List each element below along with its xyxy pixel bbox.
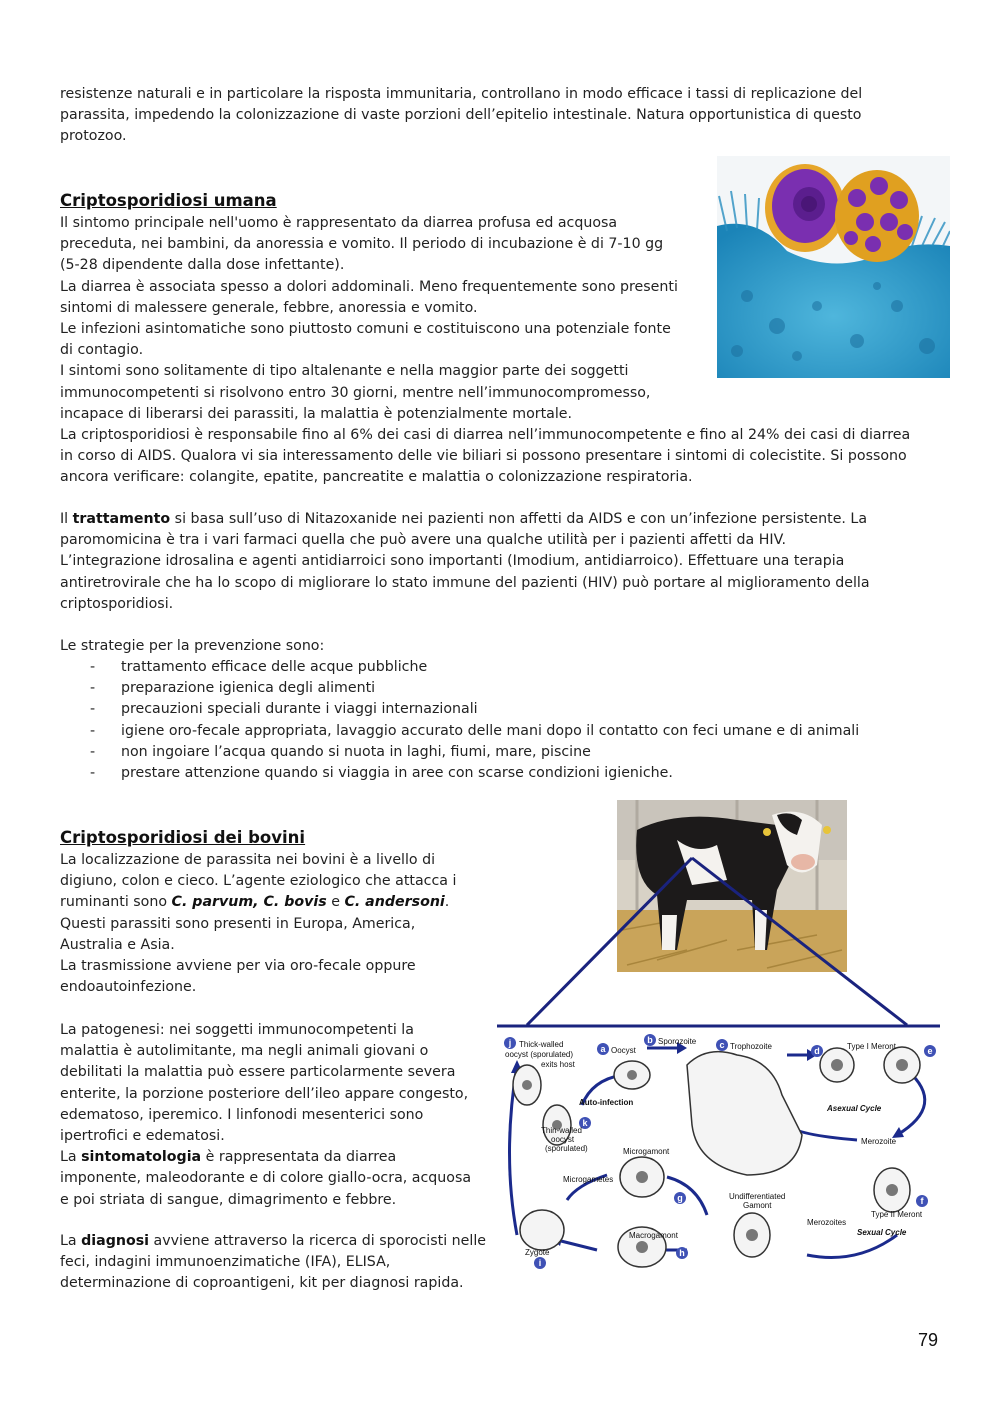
text-line: ruminanti sono C. parvum, C. bovis e C. andersoni. <box>60 894 450 911</box>
triangle-right-edge <box>692 858 907 1025</box>
text-line: La trasmissione avviene per via oro-fecale oppure <box>60 958 416 975</box>
text-line: determinazione di coproantigeni, kit per diagnosi rapida. <box>60 1275 464 1292</box>
text-line: La criptosporidiosi è responsabile fino al 6% dei casi di diarrea nell’immunocompetente e fino al 24% dei casi di diarrea <box>60 427 911 443</box>
cryptosporidium-micrograph <box>717 156 950 378</box>
text-line: criptosporidiosi. <box>60 595 174 612</box>
label-merozoite: Merozoite <box>861 1137 897 1146</box>
svg-text:e: e <box>927 1046 933 1056</box>
svg-text:f: f <box>920 1196 924 1206</box>
label-type2-meront: Type II Meront <box>871 1210 923 1219</box>
text-line: sintomi di malessere generale, febbre, anoressia e vomito. <box>60 299 478 316</box>
species-name: C. parvum, C. bovis <box>171 894 327 911</box>
label-thick-walled: Thick-walled <box>519 1040 564 1049</box>
text-line: preceduta, nei bambini, da anoressia e vomito. Il periodo di incubazione è di 7-10 gg <box>60 236 664 253</box>
bovine-localization-paragraph <box>60 850 500 998</box>
svg-text:k: k <box>582 1118 588 1128</box>
diagnosis-keyword: diagnosi <box>81 1233 150 1249</box>
text-line: e poi striata di sangue, dimagrimento e febbre. <box>60 1191 397 1208</box>
text-line: L’integrazione idrosalina e agenti antidiarroici sono importanti (Imodium, antidiarroico). Effettuare una terapia <box>60 553 845 570</box>
prevention-intro: Le strategie per la prevenzione sono: <box>60 638 325 654</box>
label-type1-meront: Type I Meront <box>847 1042 896 1051</box>
text-line: ancora verificare: colangite, epatite, pancreatite e malattia o colonizzazione respiratoria. <box>60 469 693 486</box>
symptoms-keyword: sintomatologia <box>81 1149 202 1166</box>
list-item: - precauzioni speciali durante i viaggi internazionali <box>90 701 478 718</box>
treatment-keyword: trattamento <box>72 511 171 527</box>
list-item: - non ingoiare l’acqua quando si nuota in laghi, fiumi, mare, piscine <box>90 743 591 760</box>
intro-paragraph <box>60 84 940 148</box>
text-line: La localizzazione de parassita nei bovini è a livello di <box>60 852 436 868</box>
svg-text:h: h <box>679 1248 685 1258</box>
label-thick-walled-2: oocyst (sporulated) <box>505 1050 574 1059</box>
section-heading-bovine: Criptosporidiosi dei bovini <box>60 828 306 847</box>
cycle-arrow <box>667 1177 707 1215</box>
svg-text:g: g <box>677 1193 683 1203</box>
text-line: La sintomatologia è rappresentata da diarrea <box>60 1149 397 1166</box>
cycle-arrow <box>807 1235 897 1258</box>
text-line: La patogenesi: nei soggetti immunocompetenti la <box>60 1022 414 1038</box>
zygote-drawing <box>520 1210 564 1250</box>
list-item: - trattamento efficace delle acque pubbliche <box>90 659 428 675</box>
label-undifferentiated: Undifferentiated <box>729 1192 786 1201</box>
svg-text:i: i <box>538 1258 542 1268</box>
text-line: ipertrofici e edematosi. <box>60 1128 225 1145</box>
text-line: enterite, la porzione posteriore dell’ileo appare congesto, <box>60 1085 469 1102</box>
list-item: - prestare attenzione quando si viaggia in aree con scarse condizioni igieniche. <box>90 765 673 782</box>
text-line: Le infezioni asintomatiche sono piuttosto comuni e costituiscono una potenziale fonte <box>60 321 671 338</box>
label-auto-infection: Auto-infection <box>579 1098 634 1107</box>
text-line: La diarrea è associata spesso a dolori addominali. Meno frequentemente sono presenti <box>60 278 678 295</box>
page-number: 79 <box>918 1330 939 1350</box>
label-microgametes: Microgametes <box>563 1175 614 1184</box>
text-line: antiretrovirale che ha lo scopo di migliorare lo stato immune del pazienti (HIV) può portare al miglioramento della <box>60 574 870 591</box>
text-line: resistenze naturali e in particolare la risposta immunitaria, controllano in modo efficace i tassi di replicazione del <box>60 86 863 102</box>
text-line: parassita, impedendo la colonizzazione di vaste porzioni dell’epitelio intestinale. Natura opportunistica di questo <box>60 107 862 124</box>
text-line: edematoso, iperemico. I linfonodi mesenterici sono <box>60 1106 424 1123</box>
label-macrogamont: Macrogamont <box>629 1231 678 1240</box>
label-thin-walled: Thin-walled <box>541 1126 582 1135</box>
text-line: Australia e Asia. <box>60 936 175 953</box>
label-thin-walled-3: (sporulated) <box>545 1144 588 1153</box>
species-name: C. andersoni <box>344 894 445 911</box>
diagnosis-paragraph <box>60 1231 500 1295</box>
text-line: malattia è autolimitante, ma negli animali giovani o <box>60 1043 429 1060</box>
label-sporozoite: Sporozoite <box>658 1037 697 1046</box>
label-microgamont: Microgamont <box>623 1147 670 1156</box>
prevention-list <box>90 657 859 784</box>
text-line: protozoo. <box>60 128 127 145</box>
text-line: incapace di liberarsi dei parassiti, la malattia è potenzialmente mortale. <box>60 405 573 422</box>
text-line: endoautoinfezione. <box>60 979 197 996</box>
micrograph-image <box>717 156 950 378</box>
text-line: I sintomi sono solitamente di tipo altalenante e nella maggior parte dei soggetti <box>60 363 629 380</box>
svg-text:d: d <box>814 1046 820 1056</box>
human-symptoms-paragraph <box>60 213 710 425</box>
text-line: digiuno, colon e cieco. L’agente eziologico che attacca i <box>60 873 457 890</box>
text-line: debilitati la malattia può essere particolarmente severa <box>60 1064 456 1081</box>
text-line: di contagio. <box>60 342 144 359</box>
text-line: paromomicina è tra i vari farmaci quella che può avere una qualche utilità per i pazienti affetti da HIV. <box>60 532 786 549</box>
svg-text:a: a <box>600 1044 606 1054</box>
text-line: (5-28 dipendente dalla dose infettante). <box>60 257 345 274</box>
text-line: immunocompetenti si risolvono entro 30 giorni, mentre nell’immunocompromesso, <box>60 384 651 401</box>
trophozoite-epithelium-drawing <box>687 1052 802 1175</box>
section-heading-human: Criptosporidiosi umana <box>60 191 277 210</box>
human-epidemiology-paragraph <box>60 425 950 489</box>
text-line: imponente, maleodorante e di colore giallo-ocra, acquosa <box>60 1170 472 1187</box>
label-zygote: Zygote <box>525 1248 550 1257</box>
treatment-paragraph <box>60 509 950 615</box>
pathogenesis-paragraph <box>60 1020 500 1211</box>
label-gamont: Gamont <box>743 1201 772 1210</box>
label-sexual-cycle: Sexual Cycle <box>857 1228 907 1237</box>
triangle-left-edge <box>527 858 692 1025</box>
list-item: - preparazione igienica degli alimenti <box>90 680 376 697</box>
svg-text:b: b <box>647 1035 653 1045</box>
life-cycle-diagram <box>497 855 943 1275</box>
text-line: feci, indagini immunoenzimatiche (IFA), ELISA, <box>60 1254 391 1271</box>
cycle-arrow <box>557 1240 597 1250</box>
text-line: Questi parassiti sono presenti in Europa, America, <box>60 915 416 932</box>
svg-text:c: c <box>719 1040 725 1050</box>
svg-text:j: j <box>508 1038 512 1048</box>
text-line: La diagnosi avviene attraverso la ricerca di sporocisti nelle <box>60 1233 486 1249</box>
label-trophozoite: Trophozoite <box>730 1042 772 1051</box>
label-thin-walled-2: oocyst <box>551 1135 575 1144</box>
label-merozoites: Merozoites <box>807 1218 847 1227</box>
label-thick-walled-3: exits host <box>541 1060 575 1069</box>
text-line: Il trattamento si basa sull’uso di Nitazoxanide nei pazienti non affetti da AIDS e con un’infezione persistente. La <box>60 511 868 527</box>
list-item: - igiene oro-fecale appropriata, lavaggio accurato delle mani dopo il contatto con feci umane e di animali <box>90 722 860 739</box>
label-asexual-cycle: Asexual Cycle <box>827 1104 882 1113</box>
text-line: in corso di AIDS. Qualora vi sia interessamento delle vie biliari si possono presentare i sintomi di colecistite. Si possono <box>60 448 907 465</box>
text-line: Il sintomo principale nell'uomo è rappresentato da diarrea profusa ed acquosa <box>60 215 618 231</box>
label-oocyst: Oocyst <box>611 1046 636 1055</box>
